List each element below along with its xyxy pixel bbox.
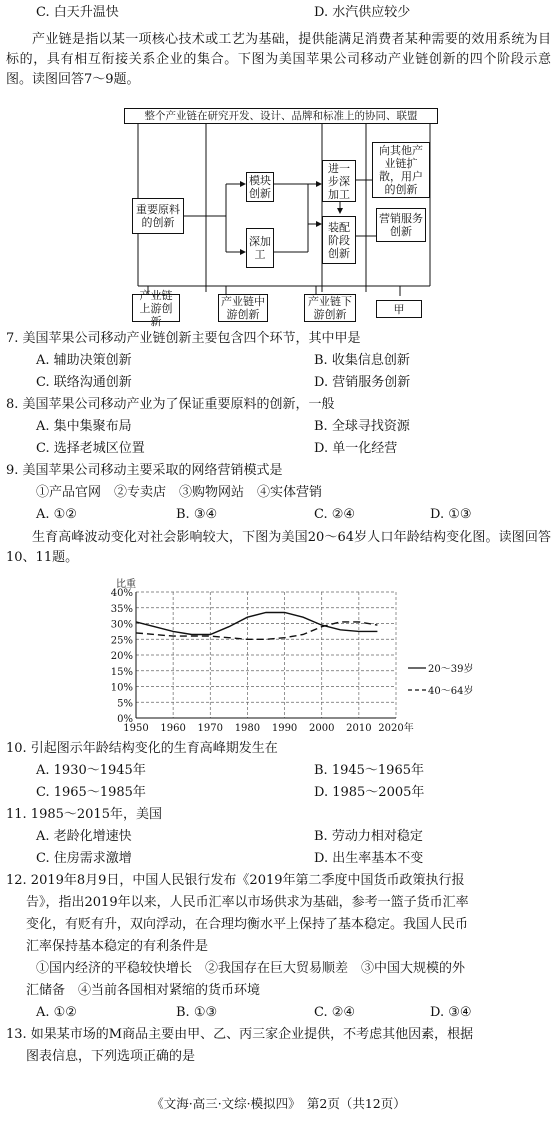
y-axis-label: 比重	[116, 579, 136, 590]
x-tick-label: 2000	[308, 723, 335, 734]
legend-label: 20～39岁	[428, 664, 474, 675]
intro-7-9: 产业链是指以某一项核心技术或工艺为基础，提供能满足消费者某种需要的效用系统为目标的，具有相互衔接关系企业的集合。下图为美国苹果公司移动产业链创新的四个阶段示意图。读图回答7～9题。	[6, 32, 551, 87]
q8-option-d: D. 单一化经营	[314, 441, 398, 456]
box-midstream: 产业链中游创新	[218, 294, 268, 322]
q9-stem: 9. 美国苹果公司移动主要采取的网络营销模式是	[6, 463, 283, 478]
y-tick-label: 15%	[110, 666, 133, 678]
q12-stem-3: 变化，有贬有升，双向浮动，在合理均衡水平上保持了基本稳定。我国人民币	[26, 917, 469, 932]
q9-option-c: C. ②④	[314, 507, 356, 522]
q8-option-a: A. 集中集聚布局	[36, 419, 132, 434]
box-jia: 甲	[376, 300, 422, 318]
q7-option-a: A. 辅助决策创新	[36, 353, 132, 368]
q12-option-a: A. ①②	[36, 1005, 77, 1020]
diagram-top-label: 整个产业链在研究开发、设计、品牌和标准上的协同、联盟	[124, 108, 438, 124]
box-assembly: 装配阶段创新	[322, 216, 356, 264]
age-structure-chart	[100, 572, 480, 740]
q10-option-d: D. 1985～2005年	[314, 785, 425, 800]
x-tick-label: 2020年	[378, 723, 414, 734]
box-marketing: 营销服务创新	[376, 208, 426, 242]
intro-10-11: 生育高峰波动变化对社会影响较大，下图为美国20～64岁人口年龄结构变化图。读图回答10、11题。	[6, 530, 551, 565]
q11-option-c: C. 住房需求激增	[36, 851, 132, 866]
legend-label: 40～64岁	[428, 686, 474, 697]
x-tick-label: 2010	[346, 723, 372, 734]
y-tick-label: 25%	[110, 635, 133, 647]
q10-stem: 10. 引起图示年龄结构变化的生育高峰期发生在	[6, 741, 278, 756]
q10-option-a: A. 1930～1945年	[36, 763, 146, 778]
q10-option-c: C. 1965～1985年	[36, 785, 146, 800]
y-tick-label: 10%	[110, 682, 133, 694]
x-tick-label: 1970	[197, 723, 224, 734]
y-tick-label: 0%	[117, 714, 133, 725]
y-tick-label: 20%	[110, 651, 133, 662]
box-downstream: 产业链下游创新	[304, 294, 356, 322]
x-tick-label: 1990	[271, 723, 298, 734]
q12-stem-2: 告》，指出2019年以来，人民币汇率以市场供求为基础，参考一篮子货币汇率	[26, 895, 469, 910]
box-deep-processing: 深加工	[246, 228, 274, 268]
chart-svg	[100, 572, 480, 740]
q7-option-b: B. 收集信息创新	[314, 353, 410, 368]
box-raw-material: 重要原料的创新	[132, 198, 184, 234]
x-tick-label: 1950	[123, 723, 149, 734]
q11-option-a: A. 老龄化增速快	[36, 829, 132, 844]
q13-stem-1: 13. 如果某市场的M商品主要由甲、乙、丙三家企业提供，不考虑其他因素，根据	[6, 1027, 474, 1042]
x-tick-label: 1960	[160, 723, 186, 734]
y-tick-label: 35%	[110, 603, 133, 615]
box-module: 模块创新	[246, 172, 274, 202]
y-tick-label: 5%	[117, 698, 133, 710]
option-d-top: D. 水汽供应较少	[314, 5, 411, 20]
q8-option-c: C. 选择老城区位置	[36, 441, 145, 456]
page-footer: 《文海·高三·文综·模拟四》 第2页（共12页）	[151, 1096, 406, 1111]
q12-option-c: C. ②④	[314, 1005, 356, 1020]
q11-option-d: D. 出生率基本不变	[314, 851, 424, 866]
q12-option-d: D. ③④	[430, 1005, 472, 1020]
box-further-processing: 进一步深加工	[322, 160, 356, 202]
q8-stem: 8. 美国苹果公司移动产业为了保证重要原料的创新，一般	[6, 397, 335, 412]
industry-chain-diagram	[118, 104, 444, 328]
q12-option-b: B. ①③	[176, 1005, 218, 1020]
y-tick-label: 40%	[110, 588, 133, 599]
box-extend: 向其他产业链扩散，用户的创新	[372, 142, 430, 198]
q9-option-b: B. ③④	[176, 507, 218, 522]
q12-items-1: ①国内经济的平稳较快增长 ②我国存在巨大贸易顺差 ③中国大规模的外	[36, 961, 466, 976]
q9-option-d: D. ①③	[430, 507, 472, 522]
q9-items: ①产品官网 ②专卖店 ③购物网站 ④实体营销	[36, 485, 323, 500]
y-tick-label: 30%	[110, 619, 133, 631]
q10-option-b: B. 1945～1965年	[314, 763, 424, 778]
q9-option-a: A. ①②	[36, 507, 77, 522]
q8-option-b: B. 全球寻找资源	[314, 419, 410, 434]
q12-items-2: 汇储备 ④当前各国相对紧缩的货币环境	[26, 983, 261, 998]
q7-stem: 7. 美国苹果公司移动产业链创新主要包含四个环节，其中甲是	[6, 331, 361, 346]
q7-option-d: D. 营销服务创新	[314, 375, 411, 390]
q13-stem-2: 图表信息，下列选项正确的是	[26, 1049, 196, 1064]
q12-stem-4: 汇率保持基本稳定的有利条件是	[26, 939, 209, 954]
option-c-top: C. 白天升温快	[36, 5, 119, 20]
box-upstream: 产业链上游创新	[132, 294, 180, 322]
x-tick-label: 1980	[234, 723, 261, 734]
q11-stem: 11. 1985～2015年，美国	[6, 807, 162, 822]
q11-option-b: B. 劳动力相对稳定	[314, 829, 423, 844]
q12-stem-1: 12. 2019年8月9日，中国人民银行发布《2019年第二季度中国货币政策执行报	[6, 873, 465, 888]
q7-option-c: C. 联络沟通创新	[36, 375, 132, 390]
